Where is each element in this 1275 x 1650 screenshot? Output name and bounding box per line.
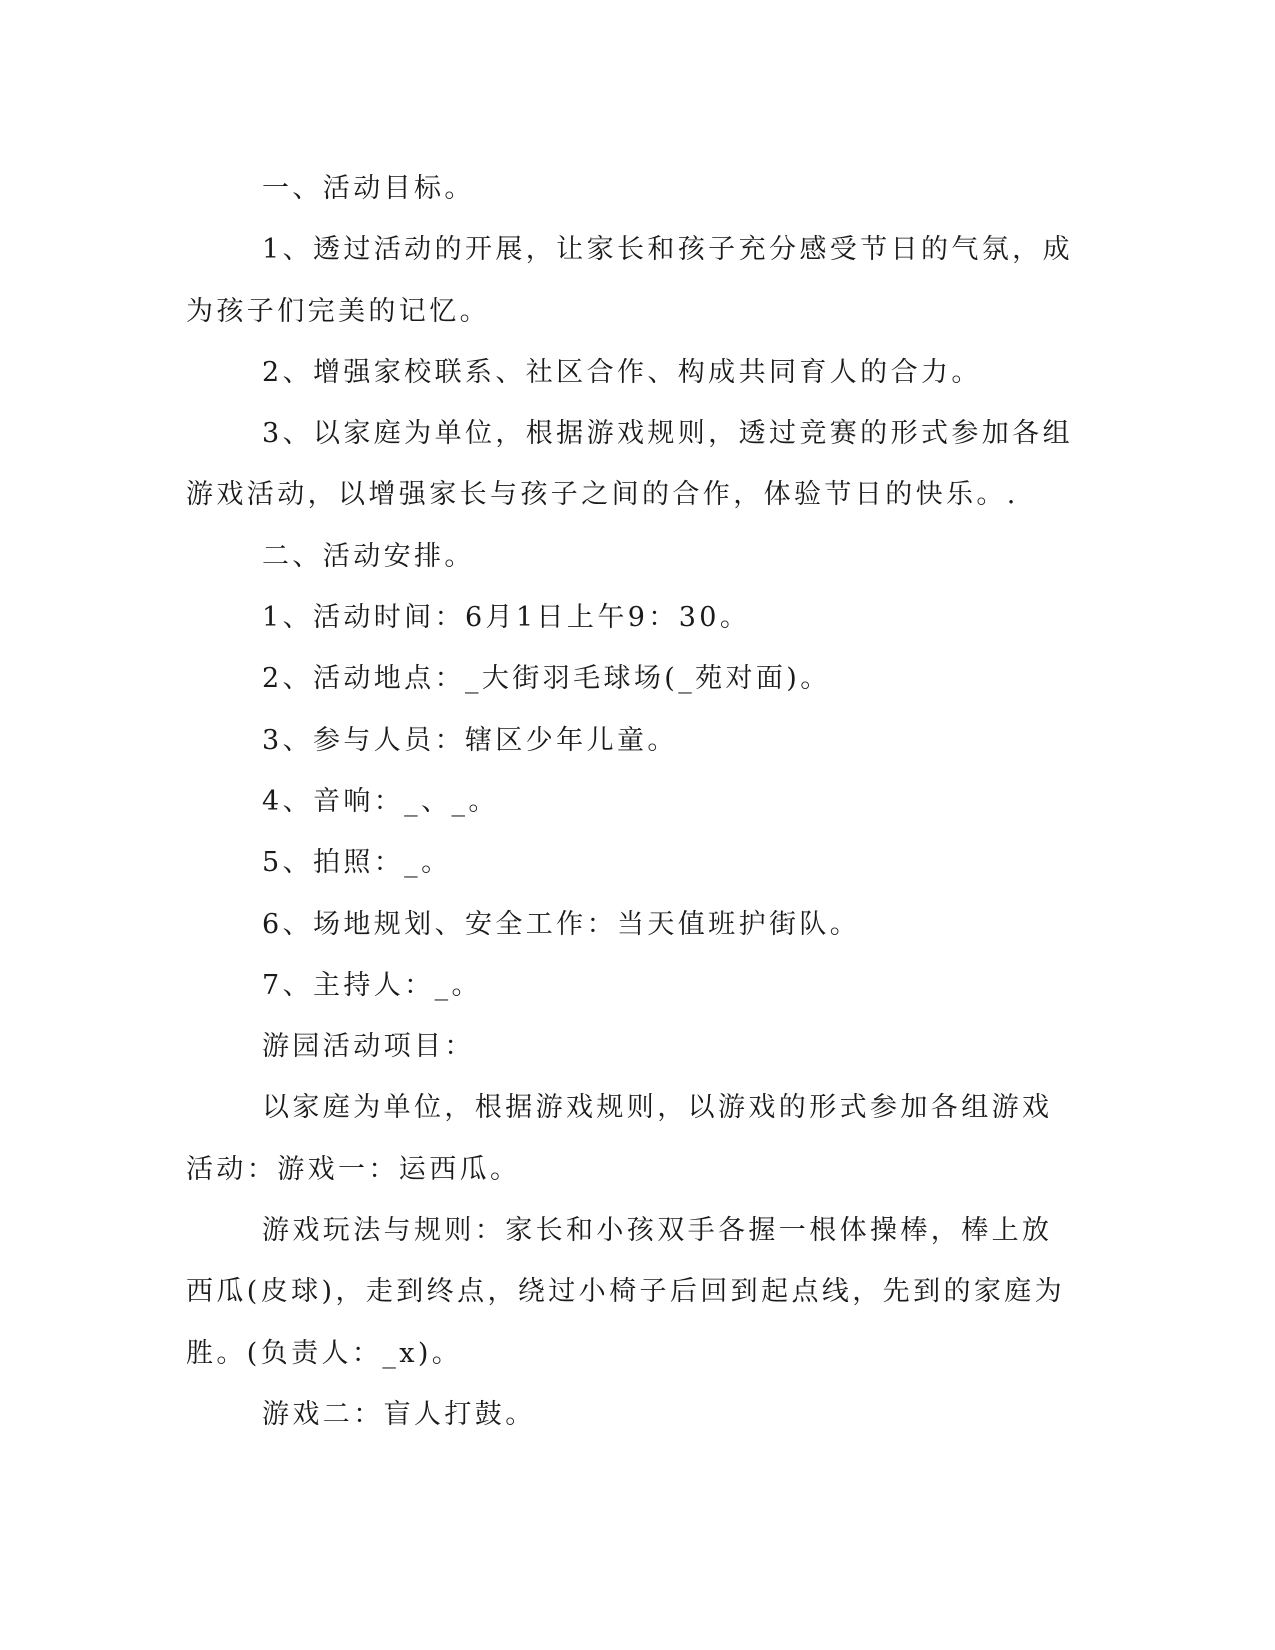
document-body	[186, 158, 1076, 1445]
arrangement-item-location: 2、活动地点：_大街羽毛球场(_苑对面)。	[262, 663, 831, 695]
section-heading-arrangement: 二、活动安排。	[262, 540, 475, 572]
arrangement-item-time: 1、活动时间：6月1日上午9：30。	[262, 602, 751, 634]
game-1-rules: 游戏玩法与规则：家长和小孩双手各握一根体操棒，棒上放西瓜(皮球)，走到终点，绕过小椅子后回到起点线，先到的家庭为胜。(负责人：_x)。	[186, 1215, 1066, 1369]
arrangement-item-safety: 6、场地规划、安全工作：当天值班护街队。	[262, 908, 861, 940]
arrangement-item-host: 7、主持人：_。	[262, 969, 482, 1001]
goal-item-1: 1、透过活动的开展，让家长和孩子充分感受节日的气氛，成为孩子们完美的记忆。	[186, 234, 1073, 327]
arrangement-item-participants: 3、参与人员：辖区少年儿童。	[262, 724, 678, 756]
arrangement-item-photo: 5、拍照：_。	[262, 847, 452, 879]
arrangement-item-audio: 4、音响：_、_。	[262, 785, 499, 817]
games-intro: 以家庭为单位，根据游戏规则，以游戏的形式参加各组游戏活动：游戏一：运西瓜。	[186, 1092, 1053, 1185]
goal-item-3: 3、以家庭为单位，根据游戏规则，透过竞赛的形式参加各组游戏活动，以增强家长与孩子之间的合作，体验节日的快乐。.	[186, 418, 1073, 511]
section-heading-games: 游园活动项目：	[262, 1031, 475, 1063]
game-2-title: 游戏二：盲人打鼓。	[262, 1398, 536, 1430]
section-heading-goals: 一、活动目标。	[262, 173, 475, 204]
goal-item-2: 2、增强家校联系、社区合作、构成共同育人的合力。	[262, 356, 982, 388]
